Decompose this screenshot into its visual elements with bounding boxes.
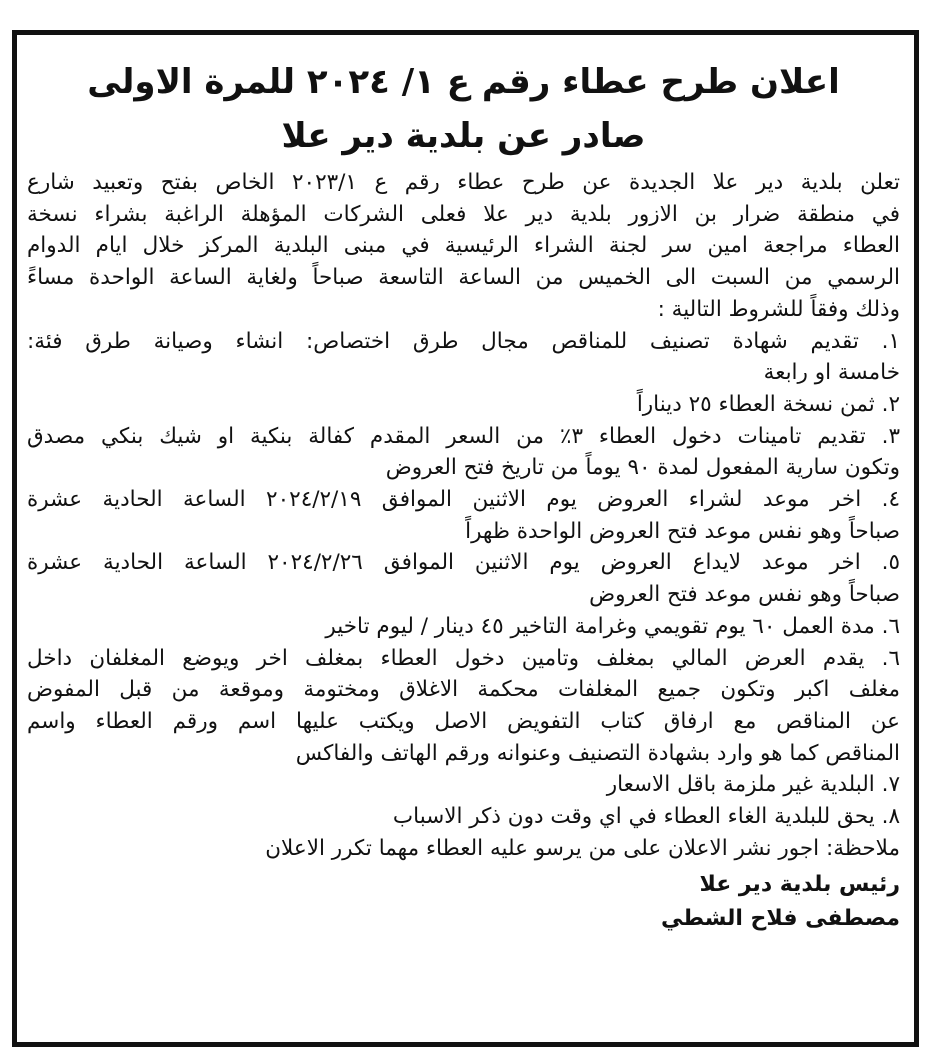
condition-6b-cont: المناقص كما هو وارد بشهادة التصنيف وعنوانه ورقم الهاتف والفاكس (295, 740, 900, 766)
announcement-frame (12, 30, 919, 1047)
condition-6a: ٦. مدة العمل ٦٠ يوم تقويمي وغرامة التاخير ٤٥ دينار / ليوم تاخير (325, 613, 900, 639)
announcement-body (27, 167, 900, 864)
condition-2: ٢. ثمن نسخة العطاء ٢٥ ديناراً (636, 391, 900, 417)
announcement-content (17, 35, 914, 936)
condition-1: ١. تقديم شهادة تصنيف للمناقص مجال طرق اختصاص: انشاء وصيانة طرق فئة: (27, 328, 900, 354)
condition-3: ٣. تقديم تامينات دخول العطاء ٣٪ من السعر المقدم كفالة بنكية او شيك بنكي مصدق (27, 423, 900, 449)
condition-8: ٨. يحق للبلدية الغاء العطاء في اي وقت دون ذكر الاسباب (392, 804, 900, 830)
body-line: الرسمي من السبت الى الخميس من الساعة التاسعة صباحاً ولغاية الساعة الواحدة مساءً (27, 265, 900, 291)
condition-5: ٥. اخر موعد لايداع العروض يوم الاثنين الموافق ٢٠٢٤/٢/٢٦ الساعة الحادية عشرة (27, 550, 900, 576)
condition-6b-cont: مغلف اكبر وتكون جميع المغلفات محكمة الاغلاق ومختومة وموقعة من قبل المفوض (27, 677, 900, 703)
signature-title: رئيس بلدية دير علا (699, 872, 900, 898)
announcement-title (27, 55, 900, 163)
title-line: صادر عن بلدية دير علا (281, 116, 646, 156)
condition-5-cont: صباحاً وهو نفس موعد فتح العروض (589, 582, 900, 608)
body-line: في منطقة ضرار بن الازور بلدية دير علا فعلى الشركات المؤهلة الراغبة بشراء نسخة (27, 201, 900, 227)
condition-1-cont: خامسة او رابعة (763, 360, 900, 386)
condition-4-cont: صباحاً وهو نفس موعد فتح العروض الواحدة ظهراً (465, 518, 900, 544)
signature-block (27, 868, 900, 936)
note-line: ملاحظة: اجور نشر الاعلان على من يرسو عليه العطاء مهما تكرر الاعلان (265, 835, 900, 861)
signature-name: مصطفى فلاح الشطي (661, 906, 900, 932)
condition-3-cont: وتكون سارية المفعول لمدة ٩٠ يوماً من تاريخ فتح العروض (385, 455, 900, 481)
body-line: العطاء مراجعة امين سر لجنة الشراء الرئيسية في مبنى البلدية المركز خلال ايام الدوام (27, 233, 900, 259)
title-line: اعلان طرح عطاء رقم ع ١/ ٢٠٢٤ للمرة الاولى (87, 62, 840, 102)
body-line: تعلن بلدية دير علا الجديدة عن طرح عطاء رقم ع ٢٠٢٣/١ الخاص بفتح وتعبيد شارع (27, 170, 900, 195)
condition-6b-cont: عن المناقص مع ارفاق كتاب التفويض الاصل ويكتب عليها اسم ورقم العطاء واسم (27, 708, 900, 734)
condition-4: ٤. اخر موعد لشراء العروض يوم الاثنين الموافق ٢٠٢٤/٢/١٩ الساعة الحادية عشرة (27, 487, 900, 513)
body-line: وذلك وفقاً للشروط التالية : (657, 296, 900, 322)
condition-6b: ٦. يقدم العرض المالي بمغلف وتامين دخول العطاء بمغلف اخر ويوضع المغلفان داخل (27, 645, 900, 671)
condition-7: ٧. البلدية غير ملزمة باقل الاسعار (606, 772, 900, 798)
